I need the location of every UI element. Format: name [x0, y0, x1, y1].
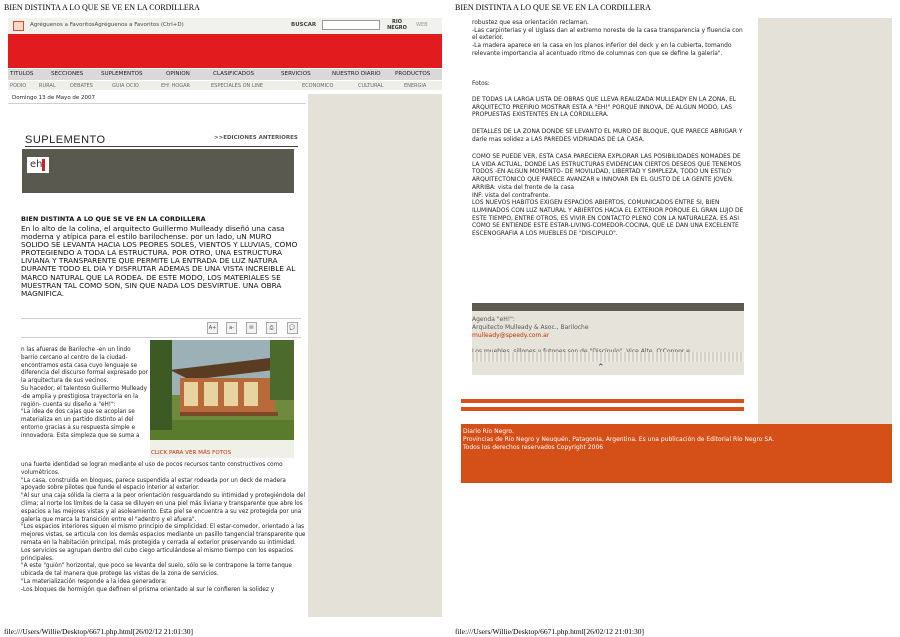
subnav-eh-hogar[interactable]: EH! HOGAR — [161, 82, 190, 89]
nav-opinion[interactable]: OPINION — [166, 71, 190, 77]
bookmark-icon[interactable] — [13, 21, 24, 31]
paragraph: Su hacedor, el talentoso Guillermo Mulleady -de amplia y prestigiosa trayectoria en la región- cuenta su diseño a "eH!": — [21, 385, 147, 408]
nav-clasificados[interactable]: CLASIFICADOS — [213, 71, 255, 77]
subnav-rural[interactable]: RURAL — [39, 82, 56, 89]
footer-line: Diario Río Negro. — [463, 428, 514, 435]
subnav-especiales[interactable]: ESPECIALES ON LINE — [211, 82, 264, 89]
scroll-top-icon[interactable]: ⌃ — [597, 363, 605, 373]
subnav-guia-ocio[interactable]: GUIA OCIO — [112, 82, 139, 89]
article-body-narrow — [21, 347, 149, 441]
print-footer-right: file:///Users/Willie/Desktop/6671.php.html[26/02/12 21:01:30] — [455, 627, 645, 636]
more-photos-link[interactable]: CLICK PARA VER MÁS FOTOS — [151, 450, 232, 456]
subnav-economico[interactable]: ECONOMICO — [302, 82, 334, 89]
paragraph: "La materialización responde a la idea generadora: — [21, 578, 167, 585]
font-increase-button[interactable]: A+ — [207, 322, 218, 334]
photo-caption-1: DE TODAS LA LARGA LISTA DE OBRAS QUE LLEVA REALIZADA MULLEADY EN LA ZONA, EL ARQUITECTO PREFIRIO MOSTRAR ESTA A "EH!" PORQUE INNOVA, DE ALGUN MODO, LAS PROPUESTAS EXISTENTES EN LA CORDILLERA. — [472, 97, 737, 119]
paragraph: una fuerte identidad se logran mediante el uso de pocos recursos tanto constructivos como volumétricos. — [21, 462, 283, 476]
sub-nav — [8, 81, 442, 90]
paragraph: COMO SE PUEDE VER, ESTA CASA PARECIERA EXPLORAR LAS POSIBILIDADES NOMADES DE LA VIDA ACTUAL, DONDE LAS ESTRUCTURAS EVIDENCIAN CIERTOS DESEOS QUE TENEMOS TODOS -EN ALGUN MOMENTO- DE MOVILIDAD, LIBERTAD Y SIMPLEZA, TODO UN ESTILO ARQUITECTONICO QUE PARECE AVANZAR e INNOVAR EN EL GUSTO DE LA GENTE JOVEN. — [472, 154, 741, 184]
eh-logo — [27, 157, 49, 173]
footer-text — [463, 428, 774, 451]
footer-line: Provincias de Río Negro y Neuquén, Patagonia, Argentina. Es una publicación de Editorial Río Negro SA. — [463, 435, 775, 443]
footer-line: Todos los derechos reservados Copyright 2006 — [463, 443, 604, 451]
paragraph: -Las carpinterías y el Ugla​ss dan al extremo noreste de la casa transparencia y fluencia con el exterior. — [472, 27, 743, 42]
paragraph: "La casa, construida en bloques, parece suspendida al estar rodeada por un deck de madera apoyado sobre pilotes que funde el espacio interior al exterior. — [21, 477, 286, 492]
nav-nuestro-diario[interactable]: NUESTRO DIARIO — [332, 71, 381, 77]
agenda-header-bar — [472, 303, 744, 311]
agenda-title: Agenda "eH!": — [472, 316, 515, 323]
divider — [8, 103, 306, 104]
article-photo[interactable] — [150, 340, 294, 440]
article-closing — [472, 154, 747, 239]
article-continued — [472, 20, 747, 59]
search-scope-rionegro[interactable] — [386, 19, 408, 31]
sidebar-column — [758, 18, 892, 424]
paragraph: -Los bloques de hormigón que definen el prisma orientado al sur le confieren la solidez y — [21, 586, 275, 593]
nav-titulos[interactable]: TITULOS — [10, 71, 34, 77]
nav-suplementos[interactable]: SUPLEMENTOS — [101, 71, 143, 77]
comment-icon[interactable]: 💬 — [287, 322, 298, 334]
left-page — [8, 18, 442, 618]
print-icon[interactable]: ⎙ — [266, 322, 277, 334]
paragraph: n las afueras de Bariloche -en un lindo barrio cercano al centro de la ciudad- encontramos esta casa cuyo lenguaje se diferencia del discurso formal expresado por la arquitectura de sus vecinos. — [21, 347, 148, 385]
eh-logo-mark — [42, 159, 45, 171]
article-body-wide — [21, 462, 306, 595]
nav-servicios[interactable]: SERVICIOS — [281, 71, 311, 77]
paragraph: robustez que esa orientación reclaman. — [472, 20, 589, 26]
paragraph: "Los espacios interiores siguen el mismo principio de simplicidad. El estar-comedor, orientado a las mejores vistas, se articula con los demás espacios mediante un pasillo tangencial transparente que remata en la habitación principal, más protegida y cerrada al exterior preservando su intimidad. Los servicios se agrupan dentro del cubo ciego articulándose al mismo tiempo con los espacios principales. — [21, 524, 306, 562]
subnav-cultural[interactable]: CULTURAL — [358, 82, 384, 89]
supplement-banner — [22, 149, 294, 193]
email-icon[interactable]: ✉ — [246, 322, 257, 334]
site-footer — [461, 424, 892, 483]
print-header-right: BIEN DISTINTA A LO QUE SE VE EN LA CORDILLERA — [455, 3, 651, 12]
agenda-divider — [472, 352, 744, 362]
agenda-content — [472, 316, 690, 356]
agenda-architect: Arquitecto Mulleady & Asoc., Bariloche — [472, 324, 589, 331]
print-footer-left: file:///Users/Willie/Desktop/6671.php.html[26/02/12 21:01:30] — [4, 627, 194, 636]
paragraph: -La madera aparece en la casa en los planos inferior del deck y en la cubierta, tomando relevante importancia al acentuado ritmo de columnas con que se define la galería". — [472, 43, 732, 57]
photo-caption-2: DETALLES DE LA ZONA DONDE SE LEVANTO EL MURO DE BLOQUE, QUE PARECE ABRIGAR Y darle mas solidez a LAS PAREDES VIDRIADAS DE LA CASA. — [472, 129, 743, 143]
divider — [461, 407, 744, 411]
right-page — [461, 18, 892, 618]
font-decrease-button[interactable]: a- — [226, 322, 237, 334]
paragraph: "La idea de dos cajas que se acoplan se materializa en un partido distinto al del entorno gracias a su respuesta simple e innovadora. Esta simpleza que se suma a — [21, 409, 140, 439]
main-nav — [8, 69, 442, 80]
search-scope-web[interactable]: WEB — [416, 22, 428, 28]
nav-productos[interactable]: PRODUCTOS — [395, 71, 431, 77]
paragraph: "Al sur una caja sólida la cierra a la peor orientación resguardando su intimidad y protegiéndola del clima; al norte los límites de la casa se diluyen en una piel más liviana y transparente que abre los espacios a las mejores vistas y al asoleamiento. Esta piel se encuentra a su vez protegida por una galería que marca la transición entre el "adentro y el afuera". — [21, 493, 306, 523]
house-photo-illustration — [150, 340, 294, 440]
subnav-podio[interactable]: PODIO — [10, 82, 27, 89]
subnav-debates[interactable]: DEBATES — [70, 82, 93, 89]
site-topbar — [8, 18, 442, 34]
masthead-banner — [8, 34, 442, 68]
article-title: BIEN DISTINTA A LO QUE SE VE EN LA CORDILLERA — [21, 215, 206, 223]
nav-secciones[interactable]: SECCIONES — [51, 71, 84, 77]
rionegro-line1: RIO — [392, 19, 402, 25]
supplement-title: SUPLEMENTO — [25, 134, 106, 146]
add-favorites-link[interactable]: Agréguenos a FavoritosAgréguenos a Favoritos (Ctrl+D) — [30, 22, 184, 28]
date-line: Domingo 13 de Mayo de 2007 — [12, 95, 96, 101]
paragraph: ARRIBA: vista del frente de la casa — [472, 184, 575, 191]
article-tools — [21, 318, 301, 338]
article-lead: En lo alto de la colina, el arquitecto Guillermo Mulleady diseñó una casa moderna y atípica para el estilo barilochense. por un lado, uN MURO SOLIDO SE LEVANTA HACIA LOS PEORES SOLES, VIENTOS Y LLUVIAS, COMO PROTEGIENDO A TODA LA ESTRUCTURA. POR OTRO, UNA ESTRUCTURA LIVIANA Y TRANSPARENTE QUE PERMITE LA ENTRADA DE LUZ NATURA DURANTE TODO EL DIA Y DISFRUTAR ADEMAS DE UNA VISTA INCREIBLE AL MARCO NATURAL QUE LA RODEA. DE ESTE MODO, LOS MATERIALES SE MUESTRAN TAL COMO SON, SIN QUE NADA LOS DESVIRTUE. UNA OBRA MAGNIFICA. — [21, 224, 298, 298]
divider — [461, 399, 744, 403]
sidebar-column — [308, 94, 442, 617]
eh-logo-text: eh — [30, 159, 43, 170]
rionegro-line2: NEGRO — [387, 25, 407, 31]
paragraph: "A este "guión" horizontal, que poco se levanta del suelo, sólo se le contrapone la torre tanque ubicada de tal manera que protege las vistas de la zona de servicios. — [21, 563, 292, 578]
agenda-box — [472, 303, 744, 375]
search-label: BUSCAR — [291, 22, 317, 28]
fotos-label: Fotos: — [472, 81, 490, 87]
subnav-energia[interactable]: ENERGIA — [404, 82, 427, 89]
previous-editions-link[interactable]: >>EDICIONES ANTERIORES — [214, 135, 298, 141]
print-header-left: BIEN DISTINTA A LO QUE SE VE EN LA CORDILLERA — [4, 3, 200, 12]
paragraph: LOS NUEVOS HABITOS EXIGEN ESPACIOS ABIERTOS, COMUNICADOS ENTRE SI, BIEN ILUMINADOS CON LUZ NATURAL Y ABIERTOS HACIA EL EXTERIOR PORQUE EL GRAN LUJO DE ESTE TIEMPO, ENTRE OTROS, ES VIVIR EN CONTACTO PLENO CON LA NATURALEZA. ES ASI COMO SE ENTIENDE ESTE ESTAR-LIVING-COMEDOR-COCINA, QUE LE DAN UNA EXCELENTE ESCENOGRAFIA A LOS MUEBLES DE "DISCIPULO". — [472, 200, 744, 238]
divider — [25, 146, 298, 147]
agenda-email-link[interactable]: mulleady@speedy.com.ar — [472, 332, 550, 339]
paragraph: INF: vista del contrafrente. — [472, 192, 551, 199]
search-input[interactable] — [322, 20, 380, 30]
